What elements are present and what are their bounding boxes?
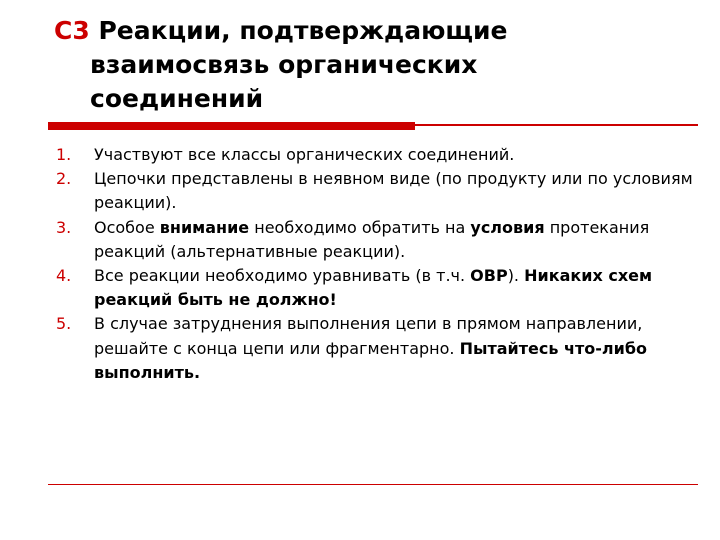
list-item [56, 312, 706, 385]
list-item-number: 3. [56, 217, 72, 237]
list-item-text: Особое [94, 217, 160, 237]
list-item [56, 167, 706, 215]
list-item-text: ). [507, 266, 525, 286]
list-item-emphasis: ОВР [470, 266, 508, 286]
list-item-number: 5. [56, 314, 72, 334]
list-item-text: Участвуют все классы органических соединений. [94, 145, 515, 164]
list-item-emphasis: условия [470, 217, 545, 237]
list-item [56, 143, 706, 167]
title-divider-accent-bar [48, 122, 415, 130]
title-line-3: соединений [90, 84, 264, 113]
list-item-emphasis: Пытайтесь что-либо выполнить. [94, 338, 648, 382]
list-item [56, 216, 706, 264]
list-item-text: протекания реакций (альтернативные реакции). [94, 217, 650, 261]
title-line-1 [54, 14, 694, 48]
task-code: C3 [54, 16, 90, 45]
slide-title [54, 14, 694, 116]
list-item-text: необходимо обратить на [249, 217, 471, 237]
list-item-emphasis: внимание [159, 217, 250, 237]
list-item-number: 4. [56, 266, 72, 286]
list-item-emphasis: Никаких схем реакций быть не должно! [94, 266, 653, 310]
title-line-2: взаимосвязь органических [90, 50, 478, 79]
list-item-number: 1. [56, 145, 72, 164]
list-item-text: Цепочки представлены в неявном виде (по продукту или по условиям реакции). [94, 169, 693, 213]
list-item-number: 2. [56, 169, 72, 189]
title-text-1: Реакции, подтверждающие [98, 16, 508, 45]
rules-list [56, 143, 706, 385]
list-item-text: Все реакции необходимо уравнивать (в т.ч. [94, 266, 471, 286]
list-item-text: В случае затруднения выполнения цепи в прямом направлении, решайте с конца цепи или фрагментарно. [94, 314, 643, 358]
list-item [56, 264, 706, 312]
footer-divider-line [48, 484, 698, 485]
